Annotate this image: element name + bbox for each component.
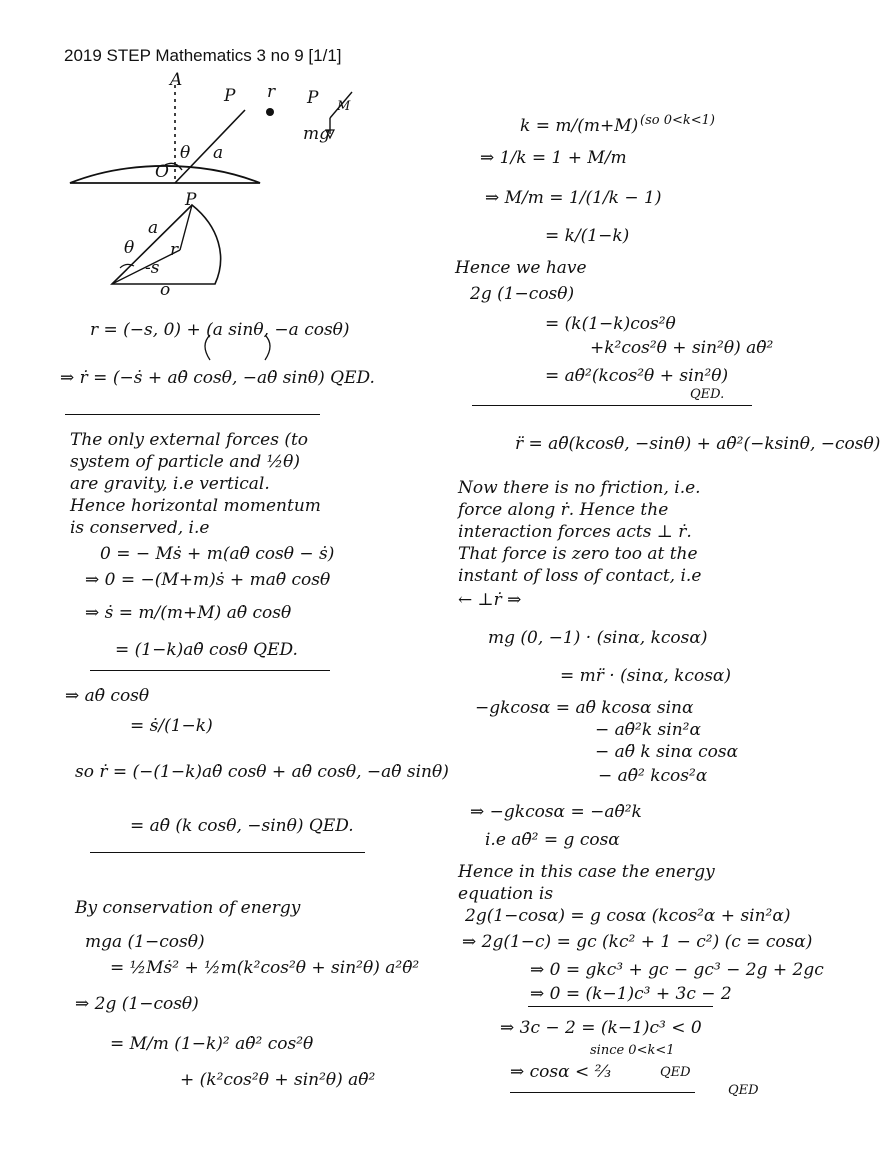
text-line-4: Hence horizontal momentum [70,496,321,516]
momentum-eq-3: ⇒ ṡ = m/(m+M) aθ̇ cosθ [85,603,292,623]
label-a-radius: a [213,143,224,163]
r-dot-expression: ⇒ ṙ = (−ṡ + aθ̇ cosθ, −aθ̇ sinθ) QED. [60,368,375,388]
case-eq-7: ⇒ 3c − 2 = (k−1)c³ < 0 [500,1018,702,1038]
energy-eq-5: + (k²cos²θ + sin²θ) aθ̇² [180,1070,376,1090]
step-eq-7: so ṙ = (−(1−k)aθ̇ cosθ + aθ̇ cosθ, −aθ̇ sinθ) [75,762,449,782]
k-condition: (so 0<k<1) [640,113,715,128]
label-r: r [267,82,276,102]
h-eq-2: = (k(1−k)cos²θ [545,314,676,334]
perp-r-text: ← ⊥ṙ ⇒ [458,590,522,610]
page-title: 2019 STEP Mathematics 3 no 9 [1/1] [64,46,342,65]
energy-heading: By conservation of energy [75,898,301,918]
g-eq-1: mg (0, −1) · (sinα, kcosα) [488,628,708,648]
case-eq-3: 2g(1−cosα) = g cosα (kcos²α + sin²α) [465,906,791,926]
friction-text-2: force along ṙ. Hence the [458,500,669,520]
g-eq-8: i.e aθ̇² = g cosα [485,830,620,850]
h-eq-3: +k²cos²θ + sin²θ) aθ̇² [590,338,774,358]
momentum-eq-1: 0 = − Mṡ + m(aθ̇ cosθ − ṡ) [100,544,335,564]
label-a-top: A [170,70,183,90]
case-qed-1: QED [660,1065,691,1080]
case-eq-6: ⇒ 0 = (k−1)c³ + 3c − 2 [530,984,732,1004]
r-definition: r = (−s, 0) + (a sinθ, −a cosθ) [90,320,350,340]
label-minus-s: -s [145,258,160,278]
divider-1 [65,414,320,415]
r-double-dot: r̈ = aθ̈(kcosθ, −sinθ) + aθ̇²(−ksinθ, −cosθ) [515,434,880,454]
theta-arc-2 [120,264,134,268]
case-eq-8: since 0<k<1 [590,1043,675,1058]
label-mg: mg [303,124,331,144]
k-step-2: ⇒ 1/k = 1 + M/m [480,148,627,168]
k-step-4: = k/(1−k) [545,226,630,246]
label-a-2: a [148,218,159,238]
friction-text-4: That force is zero too at the [458,544,698,564]
divider-2 [90,670,330,671]
g-eq-3: −gkcosα = aθ̈ kcosα sinα [475,698,694,718]
case-eq-5: ⇒ 0 = gkc³ + gc − gc³ − 2g + 2gc [530,960,824,980]
label-p: P [224,86,236,106]
divider-right-2 [528,1006,713,1007]
energy-eq-3: ⇒ 2g (1−cosθ) [75,994,199,1014]
energy-eq-2: = ½Mṡ² + ½m(k²cos²θ + sin²θ) a²θ̇² [110,958,420,978]
friction-text-5: instant of loss of contact, i.e [458,566,702,586]
divider-right-3 [510,1092,695,1093]
text-line-2: system of particle and ½θ) [70,452,300,472]
particle-dot [266,108,274,116]
step-eq-6: = ṡ/(1−k) [130,716,213,736]
h-eq-4: = aθ̇²(kcos²θ + sin²θ) [545,366,729,386]
friction-text-1: Now there is no friction, i.e. [458,478,701,498]
case-text-1: Hence in this case the energy [458,862,715,882]
label-p2: P [307,88,319,108]
label-o: O [155,162,169,182]
divider-right-1 [472,405,752,406]
energy-eq-4: = M/m (1−k)² aθ̇² cos²θ [110,1034,314,1054]
g-eq-4: − aθ̇²k sin²α [595,720,701,740]
label-p-2: P [185,190,197,210]
g-eq-2: = mr̈ · (sinα, kcosα) [560,666,732,686]
k-step-3: ⇒ M/m = 1/(1/k − 1) [485,188,662,208]
case-eq-9: ⇒ cosα < ⅔ [510,1062,612,1082]
hence-text: Hence we have [455,258,587,278]
case-qed-2: QED [728,1083,759,1098]
case-text-2: equation is [458,884,554,904]
g-eq-7: ⇒ −gkcosα = −aθ̇²k [470,802,642,822]
momentum-eq-2: ⇒ 0 = −(M+m)ṡ + maθ̇ cosθ [85,570,331,590]
k-definition: k = m/(m+M) [520,116,639,136]
g-eq-6: − aθ̇² kcos²α [598,766,708,786]
divider-3 [90,852,365,853]
label-r-2: r [170,240,179,260]
label-m: M [337,99,351,114]
case-eq-4: ⇒ 2g(1−c) = gc (kc² + 1 − c²) (c = cosα) [462,932,813,952]
energy-eq-1: mga (1−cosθ) [85,932,205,952]
h-qed: QED. [690,387,725,402]
label-theta-2: θ [124,238,135,258]
text-line-1: The only external forces (to [70,430,309,450]
text-line-5: is conserved, i.e [70,518,210,538]
step-eq-8: = aθ̇ (k cosθ, −sinθ) QED. [130,816,354,836]
label-theta: θ [180,143,191,163]
label-o-2: o [160,280,171,300]
h-eq-1: 2g (1−cosθ) [470,284,575,304]
friction-text-3: interaction forces acts ⊥ ṙ. [458,522,692,542]
step-eq-5: ⇒ aθ̇ cosθ [65,686,150,706]
momentum-eq-4: = (1−k)aθ̇ cosθ QED. [115,640,298,660]
g-eq-5: − aθ̈ k sinα cosα [595,742,739,762]
text-line-3: are gravity, i.e vertical. [70,474,270,494]
